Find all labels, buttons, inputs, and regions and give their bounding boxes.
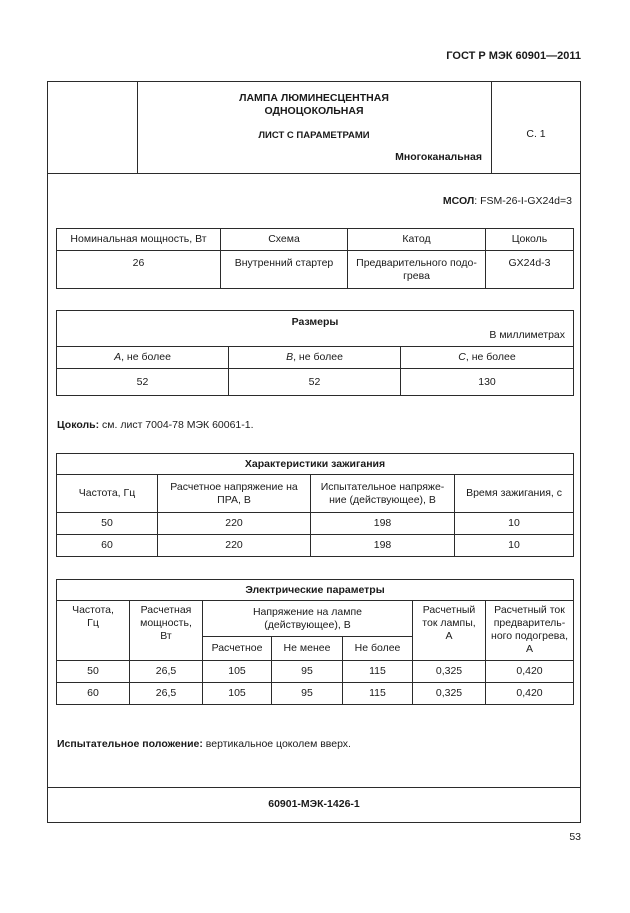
- main-header-cap: Цоколь: [486, 229, 574, 251]
- dims-header-b-rest: , не более: [293, 351, 343, 363]
- ignition-title: Характеристики зажигания: [57, 454, 574, 475]
- table-row: [57, 683, 574, 705]
- lamp-title-line2: ОДНОЦОКОЛЬНАЯ: [264, 105, 364, 117]
- dims-header-c: [401, 347, 574, 369]
- page-ref: С. 1: [526, 128, 546, 140]
- dims-title-cell: [57, 311, 574, 347]
- cap-note: [57, 419, 254, 431]
- electrical-header-freq: Частота, Гц: [57, 601, 130, 661]
- dims-unit: В миллиметрах: [489, 329, 565, 341]
- electrical-r2-c6: 0,325: [413, 683, 486, 705]
- dims-value-a: 52: [57, 369, 229, 396]
- electrical-title: Электрические параметры: [57, 580, 574, 601]
- dims-value-c: 130: [401, 369, 574, 396]
- dims-header-a-rest: , не более: [121, 351, 171, 363]
- electrical-r2-c1: 60: [57, 683, 130, 705]
- main-cell-scheme: Внутренний стартер: [221, 251, 348, 289]
- ignition-r2-rated: 220: [158, 535, 311, 557]
- ignition-r1-time: 10: [455, 513, 574, 535]
- main-header-cathode: Катод: [348, 229, 486, 251]
- table-dimensions: [56, 310, 574, 396]
- dims-header-a: [57, 347, 229, 369]
- table-ignition: [56, 453, 574, 557]
- dims-header-c-rest: , не более: [465, 351, 516, 363]
- dims-header-b: [229, 347, 401, 369]
- table-row: [57, 513, 574, 535]
- test-position: [57, 738, 351, 750]
- mcol-label: МСОЛ: [442, 195, 475, 207]
- cap-note-text: см. лист 7004-78 МЭК 60061-1.: [99, 419, 254, 431]
- main-cell-power: 26: [57, 251, 221, 289]
- ignition-r2-test: 198: [311, 535, 455, 557]
- main-cell-cap: GX24d-3: [486, 251, 574, 289]
- electrical-header-power: Расчетная мощность, Вт: [130, 601, 203, 661]
- ignition-header-time: Время зажигания, с: [455, 475, 574, 513]
- electrical-sub-max: Не более: [343, 637, 413, 661]
- title-vline-right: [491, 81, 492, 173]
- electrical-r1-c1: 50: [57, 661, 130, 683]
- sheet-title: ЛИСТ С ПАРАМЕТРАМИ: [258, 130, 370, 141]
- electrical-r1-c3: 105: [203, 661, 272, 683]
- electrical-r1-c2: 26,5: [130, 661, 203, 683]
- ignition-r1-freq: 50: [57, 513, 158, 535]
- electrical-header-current: Расчетный ток лампы, А: [413, 601, 486, 661]
- cap-note-label: Цоколь:: [57, 419, 100, 431]
- lamp-title-line1: ЛАМПА ЛЮМИНЕСЦЕНТНАЯ: [239, 92, 389, 104]
- electrical-r2-c5: 115: [343, 683, 413, 705]
- dims-header-c-sym: C: [458, 351, 466, 363]
- main-header-power: Номинальная мощность, Вт: [57, 229, 221, 251]
- electrical-r2-c4: 95: [272, 683, 343, 705]
- mcol-value: : FSM-26-I-GX24d=3: [474, 195, 572, 207]
- electrical-sub-rated: Расчетное: [203, 637, 272, 661]
- electrical-r2-c7: 0,420: [486, 683, 574, 705]
- standard-header: ГОСТ Р МЭК 60901—2011: [446, 50, 581, 62]
- electrical-r1-c4: 95: [272, 661, 343, 683]
- ignition-r2-freq: 60: [57, 535, 158, 557]
- footer-divider: [47, 787, 581, 788]
- dims-header-b-sym: B: [286, 351, 294, 363]
- main-header-scheme: Схема: [221, 229, 348, 251]
- table-row: [57, 661, 574, 683]
- electrical-r2-c3: 105: [203, 683, 272, 705]
- sheet-frame: [47, 81, 581, 823]
- page-number: 53: [569, 831, 581, 843]
- test-position-text: вертикальное цоколем вверх.: [202, 738, 351, 750]
- electrical-r1-c6: 0,325: [413, 661, 486, 683]
- table-main: [56, 228, 574, 289]
- test-position-label: Испытательное положение:: [57, 738, 203, 750]
- ignition-header-freq: Частота, Гц: [57, 475, 158, 513]
- dims-title: Размеры: [291, 316, 339, 328]
- variant-label: Многоканальная: [395, 151, 482, 163]
- ignition-r1-test: 198: [311, 513, 455, 535]
- electrical-sub-min: Не менее: [272, 637, 343, 661]
- table-row: [57, 535, 574, 557]
- mcol-line: [443, 195, 572, 207]
- sheet-code: 60901-МЭК-1426-1: [268, 798, 360, 810]
- electrical-r1-c7: 0,420: [486, 661, 574, 683]
- table-electrical: [56, 579, 574, 705]
- dims-header-a-sym: A: [114, 351, 122, 363]
- dims-value-b: 52: [229, 369, 401, 396]
- ignition-r1-rated: 220: [158, 513, 311, 535]
- title-divider: [47, 173, 581, 174]
- electrical-header-preheat: Расчетный ток предваритель-ного подогрева, А: [486, 601, 574, 661]
- ignition-r2-time: 10: [455, 535, 574, 557]
- electrical-header-voltage: Напряжение на лампе (действующее), В: [203, 601, 413, 637]
- electrical-r2-c2: 26,5: [130, 683, 203, 705]
- main-cell-cathode: Предварительного подо-грева: [348, 251, 486, 289]
- ignition-header-rated-voltage: Расчетное напряжение на ПРА, В: [158, 475, 311, 513]
- ignition-header-test-voltage: Испытательное напряже-ние (действующее), В: [311, 475, 455, 513]
- electrical-r1-c5: 115: [343, 661, 413, 683]
